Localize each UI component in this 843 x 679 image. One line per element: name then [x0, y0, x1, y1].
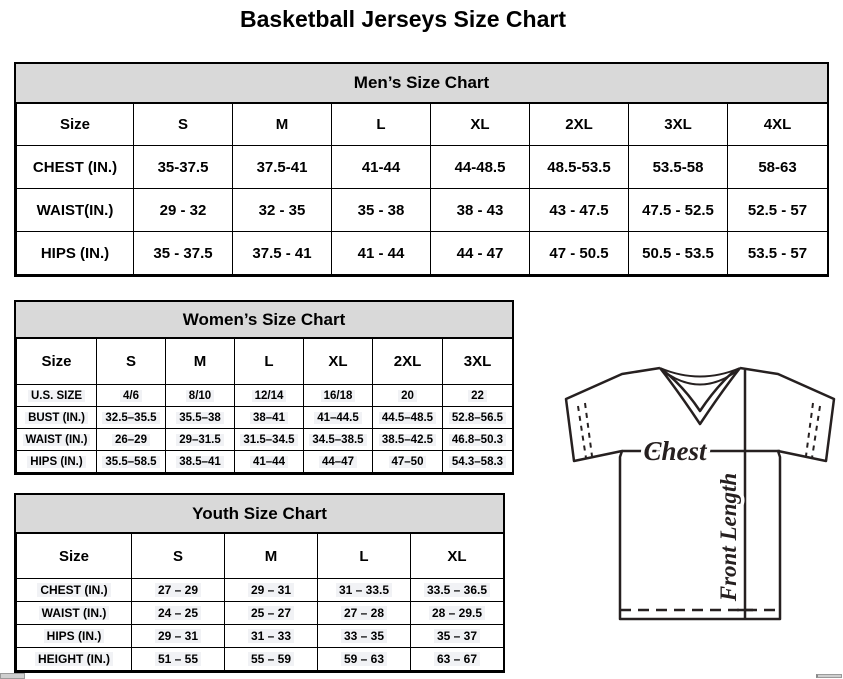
horizontal-scrollbar-fragment-left[interactable]: [0, 673, 25, 679]
size-header-row: [17, 339, 513, 385]
cell-value: 44–47: [304, 451, 373, 473]
jersey-diagram-svg: [558, 360, 840, 630]
cell-value: 31 – 33: [225, 625, 318, 648]
cell-value: 48.5-53.5: [530, 146, 629, 189]
youth-table-title-bar: Youth Size Chart: [16, 495, 503, 533]
cell-value: 35 – 37: [411, 625, 504, 648]
cell-value: 44 - 47: [431, 232, 530, 275]
column-header: 3XL: [443, 339, 513, 385]
cell-value: 29–31.5: [166, 429, 235, 451]
cell-value: 29 – 31: [132, 625, 225, 648]
cell-value: 31 – 33.5: [318, 579, 411, 602]
jersey-outline: [566, 368, 834, 619]
cell-value: 27 – 29: [132, 579, 225, 602]
cell-value: 63 – 67: [411, 648, 504, 671]
cell-value: 35-37.5: [134, 146, 233, 189]
womens-table-grid: [16, 338, 513, 473]
cell-value: 35 - 37.5: [134, 232, 233, 275]
size-header-row: [17, 104, 828, 146]
column-header: S: [97, 339, 166, 385]
column-header: L: [332, 104, 431, 146]
cell-value: 12/14: [235, 385, 304, 407]
cell-value: 25 – 27: [225, 602, 318, 625]
cell-value: 38 - 43: [431, 189, 530, 232]
cell-value: 28 – 29.5: [411, 602, 504, 625]
row-label: CHEST (IN.): [17, 579, 132, 602]
cell-value: 52.8–56.5: [443, 407, 513, 429]
column-header: M: [166, 339, 235, 385]
row-label: WAIST (IN.): [17, 429, 97, 451]
column-header: XL: [431, 104, 530, 146]
column-header: 4XL: [728, 104, 828, 146]
cell-value: 53.5-58: [629, 146, 728, 189]
youth-table-grid: [16, 533, 504, 671]
cell-value: 33 – 35: [318, 625, 411, 648]
jersey-measurement-diagram: [558, 360, 840, 630]
cell-value: 53.5 - 57: [728, 232, 828, 275]
cell-value: 35.5–38: [166, 407, 235, 429]
cell-value: 44.5–48.5: [373, 407, 443, 429]
size-corner-header: Size: [17, 104, 134, 146]
mens-table-grid: [16, 103, 828, 275]
cell-value: 38.5–41: [166, 451, 235, 473]
size-header-row: [17, 534, 504, 579]
cell-value: 59 – 63: [318, 648, 411, 671]
measurement-row: [17, 429, 513, 451]
measurement-row: [17, 146, 828, 189]
cell-value: 38–41: [235, 407, 304, 429]
cell-value: 22: [443, 385, 513, 407]
cell-value: 26–29: [97, 429, 166, 451]
measurement-row: [17, 451, 513, 473]
row-label: HIPS (IN.): [17, 625, 132, 648]
column-header: S: [134, 104, 233, 146]
column-header: 2XL: [373, 339, 443, 385]
cell-value: 31.5–34.5: [235, 429, 304, 451]
page-title: Basketball Jerseys Size Chart: [239, 6, 566, 32]
cell-value: 41-44: [332, 146, 431, 189]
measurement-row: [17, 232, 828, 275]
womens-table-title-bar: Women’s Size Chart: [16, 302, 512, 338]
front-length-label: Front Length: [716, 472, 741, 602]
column-header: S: [132, 534, 225, 579]
cell-value: 55 – 59: [225, 648, 318, 671]
measurement-row: [17, 579, 504, 602]
cell-value: 29 – 31: [225, 579, 318, 602]
cell-value: 51 – 55: [132, 648, 225, 671]
column-header: L: [235, 339, 304, 385]
mens-size-chart-table: [14, 62, 829, 277]
cell-value: 41–44.5: [304, 407, 373, 429]
cell-value: 32 - 35: [233, 189, 332, 232]
cell-value: 38.5–42.5: [373, 429, 443, 451]
cell-value: 41 - 44: [332, 232, 431, 275]
column-header: M: [233, 104, 332, 146]
cell-value: 8/10: [166, 385, 235, 407]
cell-value: 34.5–38.5: [304, 429, 373, 451]
column-header: XL: [304, 339, 373, 385]
column-header: L: [318, 534, 411, 579]
cell-value: 20: [373, 385, 443, 407]
cell-value: 52.5 - 57: [728, 189, 828, 232]
cell-value: 35.5–58.5: [97, 451, 166, 473]
cell-value: 16/18: [304, 385, 373, 407]
column-header: 2XL: [530, 104, 629, 146]
row-label: HIPS (IN.): [17, 451, 97, 473]
mens-table-title-bar: Men’s Size Chart: [16, 64, 827, 103]
size-corner-header: Size: [17, 339, 97, 385]
row-label: WAIST(IN.): [17, 189, 134, 232]
cell-value: 24 – 25: [132, 602, 225, 625]
womens-size-chart-table: [14, 300, 514, 475]
column-header: XL: [411, 534, 504, 579]
cell-value: 41–44: [235, 451, 304, 473]
cell-value: 32.5–35.5: [97, 407, 166, 429]
row-label: HIPS (IN.): [17, 232, 134, 275]
cell-value: 27 – 28: [318, 602, 411, 625]
row-label: WAIST (IN.): [17, 602, 132, 625]
cell-value: 47 - 50.5: [530, 232, 629, 275]
row-label: CHEST (IN.): [17, 146, 134, 189]
cell-value: 44-48.5: [431, 146, 530, 189]
measurement-row: [17, 648, 504, 671]
measurement-row: [17, 625, 504, 648]
cell-value: 47.5 - 52.5: [629, 189, 728, 232]
horizontal-scrollbar-fragment-right[interactable]: [816, 674, 842, 678]
cell-value: 47–50: [373, 451, 443, 473]
cell-value: 50.5 - 53.5: [629, 232, 728, 275]
youth-size-chart-table: [14, 493, 505, 673]
cell-value: 46.8–50.3: [443, 429, 513, 451]
cell-value: 33.5 – 36.5: [411, 579, 504, 602]
row-label: BUST (IN.): [17, 407, 97, 429]
chest-label: Chest: [643, 436, 707, 466]
cell-value: 35 - 38: [332, 189, 431, 232]
cell-value: 37.5-41: [233, 146, 332, 189]
measurement-row: [17, 407, 513, 429]
cell-value: 43 - 47.5: [530, 189, 629, 232]
column-header: 3XL: [629, 104, 728, 146]
row-label: HEIGHT (IN.): [17, 648, 132, 671]
size-corner-header: Size: [17, 534, 132, 579]
row-label: U.S. SIZE: [17, 385, 97, 407]
cell-value: 4/6: [97, 385, 166, 407]
cell-value: 54.3–58.3: [443, 451, 513, 473]
column-header: M: [225, 534, 318, 579]
measurement-row: [17, 385, 513, 407]
cell-value: 58-63: [728, 146, 828, 189]
measurement-row: [17, 189, 828, 232]
cell-value: 29 - 32: [134, 189, 233, 232]
measurement-row: [17, 602, 504, 625]
cell-value: 37.5 - 41: [233, 232, 332, 275]
